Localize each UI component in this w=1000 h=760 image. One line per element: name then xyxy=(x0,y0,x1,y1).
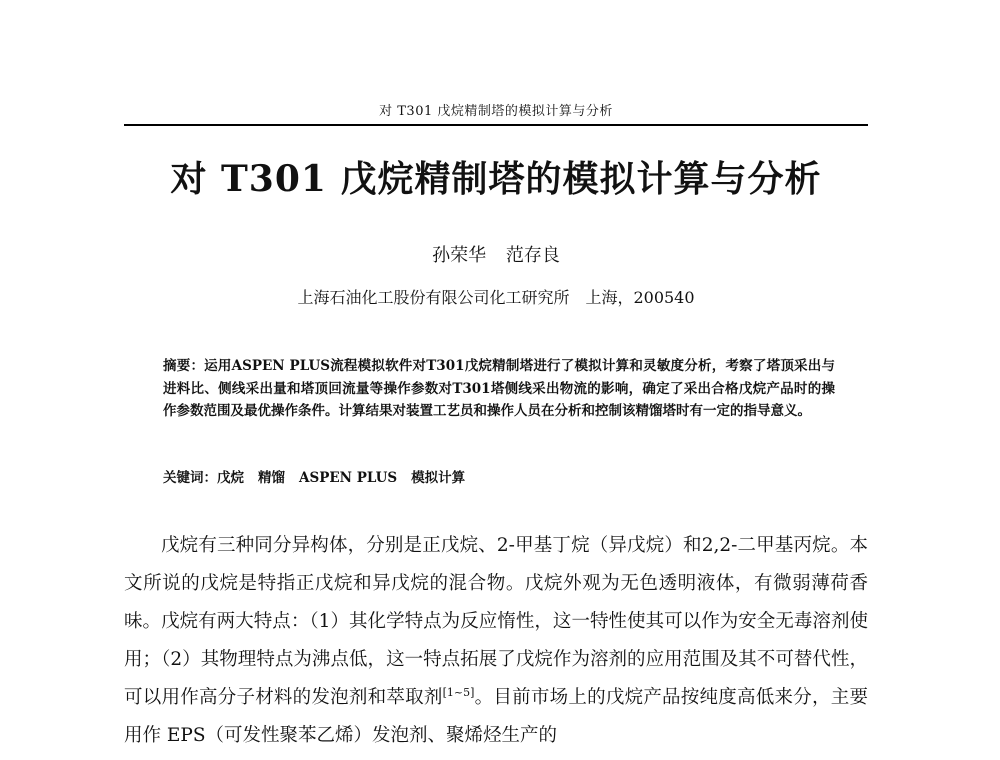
keyword: 精馏 xyxy=(258,470,285,486)
body-text-part: 戊烷有三种同分异构体，分别是正戊烷、2-甲基丁烷（异戊烷）和2,2-二甲基丙烷。本文所说的戊烷是特指正戊烷和异戊烷的混合物。戊烷外观为无色透明液体，有微弱薄荷香味。戊烷有两大特点：（1）其化学特点为反应惰性，这一特性使其可以作为安全无毒溶剂使用；（2）其物理特点为沸点低，这一特点拓展了戊烷作为溶剂的应用范围及其不可替代性，可以用作高分子材料的发泡剂和萃取剂 xyxy=(124,535,868,708)
body-text-part: 。目前市场上的戊烷产品按纯度高低来分，主要用作 EPS（可发性聚苯乙烯）发泡剂、聚烯烃生产的 xyxy=(124,687,868,746)
running-header: 对 T301 戊烷精制塔的模拟计算与分析 xyxy=(379,104,613,119)
citation-ref: [1~5] xyxy=(442,685,475,699)
abstract-label: 摘要： xyxy=(163,358,205,374)
abstract xyxy=(163,355,835,423)
keywords-label: 关键词： xyxy=(163,470,217,486)
authors: 孙荣华 范存良 xyxy=(432,245,560,266)
affiliation: 上海石油化工股份有限公司化工研究所 上海，200540 xyxy=(297,288,695,307)
keyword: 戊烷 xyxy=(217,470,244,486)
header-rule xyxy=(124,124,868,126)
keywords xyxy=(163,468,835,488)
paper-title: 对 T301 戊烷精制塔的模拟计算与分析 xyxy=(170,158,822,200)
keyword: ASPEN PLUS xyxy=(299,470,398,486)
abstract-text: 运用ASPEN PLUS流程模拟软件对T301戊烷精制塔进行了模拟计算和灵敏度分析，考察了塔顶采出与进料比、侧线采出量和塔顶回流量等操作参数对T301塔侧线采出物流的影响，确定了采出合格戊烷产品时的操作参数范围及最优操作条件。计算结果对装置工艺员和操作人员在分析和控制该精馏塔时有一定的指导意义。 xyxy=(163,358,836,419)
keyword: 模拟计算 xyxy=(411,470,466,486)
body-paragraph xyxy=(124,527,868,755)
